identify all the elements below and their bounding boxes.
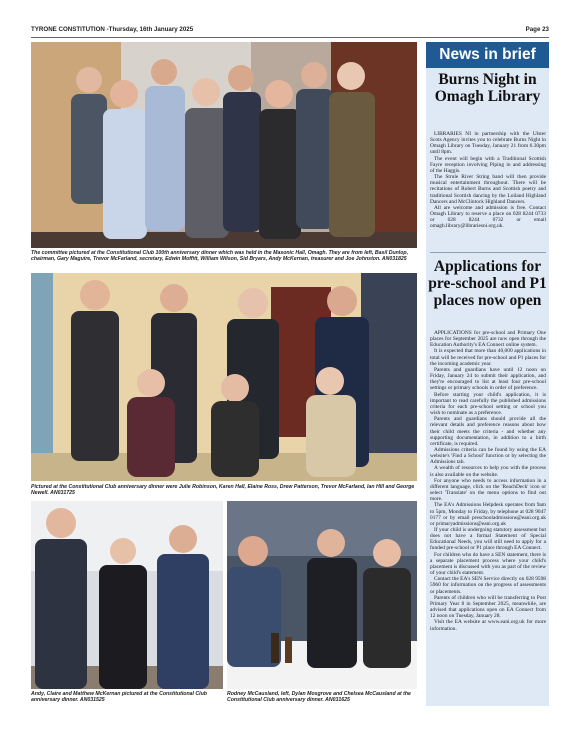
article-2-paragraph: Parents of children who will be transferring to Post Primary Year 8 in September 2025, meanwhile, are advised that applications open on EA Connect from 12 noon on Tuesday, January 28. [430, 594, 546, 620]
photo-mccausland [227, 501, 417, 689]
article-1-body [430, 131, 546, 230]
header-rule [31, 37, 549, 38]
guests-photo-image [31, 273, 417, 481]
caption-mckernan: Andy, Claire and Matthew McKernan pictured at the Constitutional Club anniversary dinner. AN031525 [31, 691, 207, 704]
article-1-paragraph: The Strule River String band will then provide musical entertainment throughout. There will be recitations of Robert Burns and Scottish poetry and traditional Scottish dancing by the Loiland Highland Dancers and McClintock Highland Dancers. [430, 174, 546, 205]
article-2-headline: Applications for pre-school and P1 places now open [428, 258, 547, 309]
article-2-paragraph: Before starting your child's application, it is important to read carefully the published admissions criteria for each pre-school setting or school you wish to nominate as a preference. [430, 391, 546, 417]
page-header [31, 24, 549, 36]
masthead: TYRONE CONSTITUTION -Thursday, 16th January 2025 [31, 26, 194, 33]
caption-committee: The committee pictured at the Constitutional Club 100th anniversary dinner which was held in the Masonic Hall, Omagh. They are from left, Basil Dunlop, chairman, Gary Maguire, Trevor McFarland, secretary, Edwin Moffitt, William Wilson, Sid Bryars, Andy McKernan, treasurer and Joe Johnston. AN031825 [31, 250, 409, 263]
article-2-paragraph: If your child is undergoing statutory assessment but does not have a formal Statement of Special Educational Needs, you will still need to apply for a funded pre-school or P1 place through EA Connect. [430, 527, 546, 552]
article-2-paragraph: The EA's Admissions Helpdesk operates from 9am to 5pm, Monday to Friday, by telephone at 028 9047 0177 or by email preschooladmissions@eani.org.uk or primaryadmissions@eani.org.uk [430, 502, 546, 527]
caption-guests: Pictured at the Constitutional Club anniversary dinner were Julie Robinson, Karen Hall, Elaine Ross, Drew Patterson, Trevor McFarland, Ian Hill and George Newell. AN031725 [31, 484, 415, 497]
mccausland-photo-image [227, 501, 417, 689]
photo-committee [31, 42, 417, 248]
article-2-paragraph: Visit the EA website at www.eani.org.uk for more information. [430, 619, 546, 632]
article-2-paragraph: For children who do have a SEN statement, there is a separate placement process where your child's placement is discussed with you as part of the review of your child's statement. [430, 551, 546, 577]
photo-mckernan [31, 501, 223, 689]
committee-photo-image [31, 42, 417, 248]
news-in-brief-banner: News in brief [426, 42, 549, 68]
article-2-paragraph: It is expected that more than 40,000 applications in total will be received for pre-school and P1 places for the incoming academic year. [430, 348, 546, 367]
article-2-paragraph: For anyone who needs to access information in a different language, click on the 'ReachDeck' icon or select 'Translate' on the menu options to find out more. [430, 477, 546, 503]
article-2-paragraph: Parents and guardians should provide all the relevant details and preference reasons about how their child meets the criteria - and whether any supporting documentation, in addition to a birth certificate, is required. [430, 416, 546, 447]
article-2-body [430, 330, 546, 632]
article-divider [430, 252, 546, 253]
page-number: Page 23 [525, 26, 549, 33]
article-2-paragraph: A wealth of resources to help you with the process is also available on the website. [430, 465, 546, 478]
photo-guests [31, 273, 417, 481]
article-2-paragraph: Admissions criteria can be found by using the EA website's 'Find a School' function or by selecting the Admissions tab. [430, 446, 546, 466]
mckernan-photo-image [31, 501, 223, 689]
article-1-headline: Burns Night in Omagh Library [434, 71, 541, 105]
article-1-paragraph: The event will begin with a Traditional Scottish Fayre reception involving Piping in and addressing of the Haggis. [430, 155, 546, 174]
article-2-paragraph: Contact the EA's SEN Service directly on 028 9598 5960 for information on the progress of assessments or placements. [430, 576, 546, 595]
article-2-paragraph: Parents and guardians have until 12 noon on Friday, January 24 to submit their application, and they're encouraged to list at least four pre-school settings or primary schools in order of preference. [430, 366, 546, 392]
caption-mccausland: Rodney McCausland, left, Dylan Mosgrove and Chelsea McCausland at the Constitutional Club anniversary dinner. AN031625 [227, 691, 411, 704]
article-1-paragraph: LIBRARIES NI in partnership with the Ulster Scots Agency invites you to celebrate Burns Night in Omagh Library on Tuesday, January 21 from 6.30pm until 8pm. [430, 131, 546, 156]
article-2-paragraph: APPLICATIONS for pre-school and Primary One places for September 2025 are now open through the Education Authority's EA Connect online system. [430, 330, 546, 349]
article-1-paragraph: All are welcome and admission is free. Contact Omagh Library to reserve a place on 028 8244 0733 or 028 8244 0732 or email omagh.library@librariesni.org.uk. [430, 204, 546, 230]
